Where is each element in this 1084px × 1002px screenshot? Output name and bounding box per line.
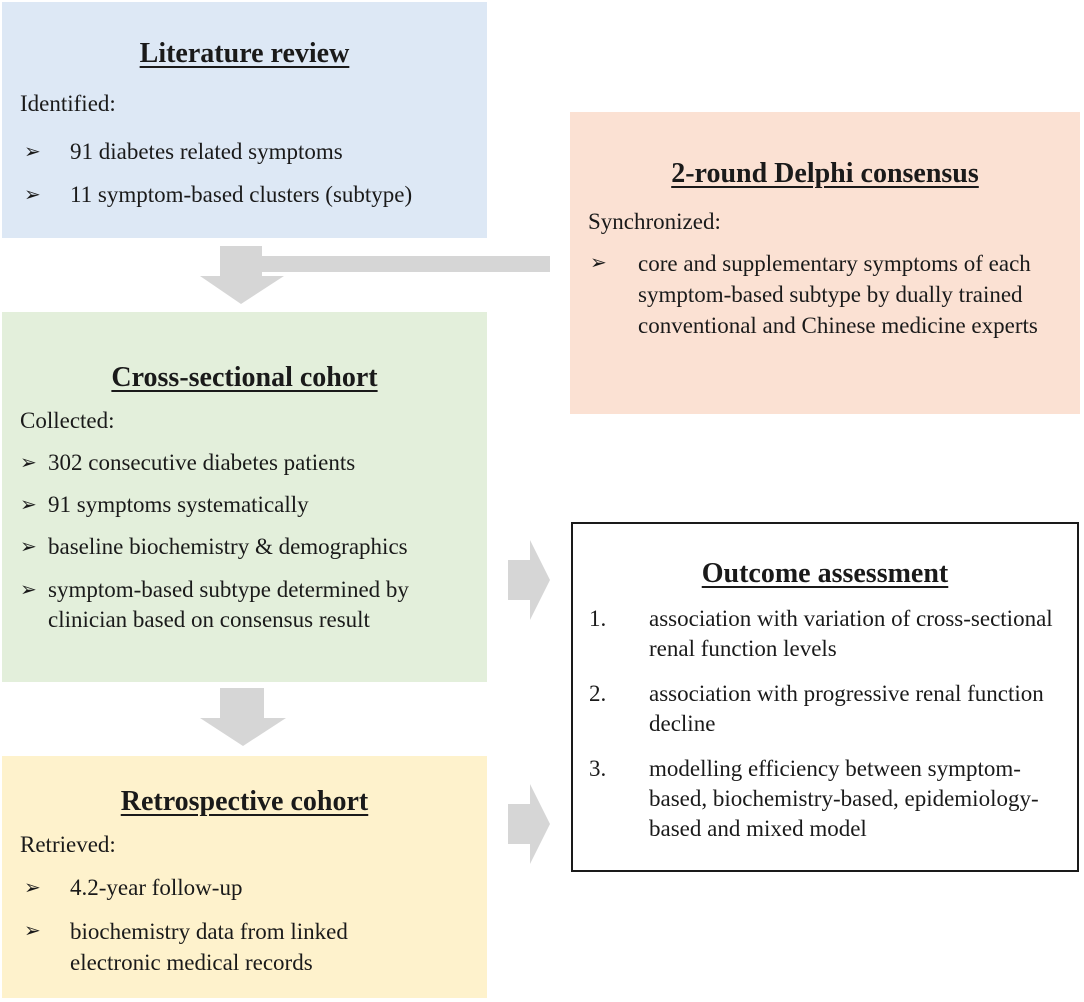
cross-item: symptom-based subtype determined by clinician based on consensus result bbox=[48, 577, 409, 632]
delphi-intro: Synchronized: bbox=[588, 209, 721, 234]
outcome-item: association with progressive renal function decline bbox=[649, 681, 1044, 736]
down-arrow-cross-to-retro bbox=[200, 688, 288, 748]
retro-item: biochemistry data from linked electronic medical records bbox=[70, 919, 348, 975]
outcome-item: association with variation of cross-sectional renal function levels bbox=[649, 606, 1053, 661]
bullet-icon: ➢ bbox=[20, 579, 37, 601]
bullet-icon: ➢ bbox=[24, 877, 41, 899]
retro-item: 4.2-year follow-up bbox=[70, 875, 243, 900]
retro-intro: Retrieved: bbox=[20, 832, 116, 857]
cross-intro: Collected: bbox=[20, 408, 115, 433]
bullet-icon: ➢ bbox=[24, 184, 41, 206]
outcome-assessment-box bbox=[571, 522, 1079, 872]
literature-item: 91 diabetes related symptoms bbox=[70, 139, 343, 164]
literature-review-title: Literature review bbox=[139, 38, 350, 69]
cross-sectional-title: Cross-sectional cohort bbox=[111, 362, 378, 393]
bullet-icon: ➢ bbox=[590, 252, 607, 274]
delphi-item: core and supplementary symptoms of each symptom-based subtype by dually trained conventional and Chinese medicine experts bbox=[638, 251, 1038, 338]
cross-sectional-cohort-box bbox=[2, 312, 487, 682]
outcome-number: 1. bbox=[589, 606, 607, 631]
cross-item: 91 symptoms systematically bbox=[48, 492, 309, 517]
outcome-number: 3. bbox=[589, 756, 607, 781]
delphi-consensus-box bbox=[570, 112, 1080, 414]
outcome-item: modelling efficiency between symptom-based, biochemistry-based, epidemiology-based and mixed model bbox=[649, 756, 1039, 841]
bullet-icon: ➢ bbox=[20, 452, 37, 474]
delphi-to-flow-arrow bbox=[200, 246, 552, 306]
bullet-icon: ➢ bbox=[20, 494, 37, 516]
retrospective-title: Retrospective cohort bbox=[120, 786, 369, 817]
right-arrow-retro-to-outcome bbox=[508, 784, 552, 864]
literature-intro: Identified: bbox=[20, 91, 116, 116]
outcome-title: Outcome assessment bbox=[701, 558, 949, 589]
literature-item: 11 symptom-based clusters (subtype) bbox=[70, 182, 413, 207]
literature-review-box bbox=[2, 2, 487, 238]
right-arrow-cross-to-outcome bbox=[508, 540, 552, 620]
bullet-icon: ➢ bbox=[20, 536, 37, 558]
bullet-icon: ➢ bbox=[24, 141, 41, 163]
delphi-title: 2-round Delphi consensus bbox=[671, 158, 979, 189]
cross-item: baseline biochemistry & demographics bbox=[48, 534, 408, 559]
outcome-number: 2. bbox=[589, 681, 607, 706]
retrospective-cohort-box bbox=[2, 756, 487, 998]
bullet-icon: ➢ bbox=[24, 920, 41, 942]
cross-item: 302 consecutive diabetes patients bbox=[48, 450, 356, 475]
